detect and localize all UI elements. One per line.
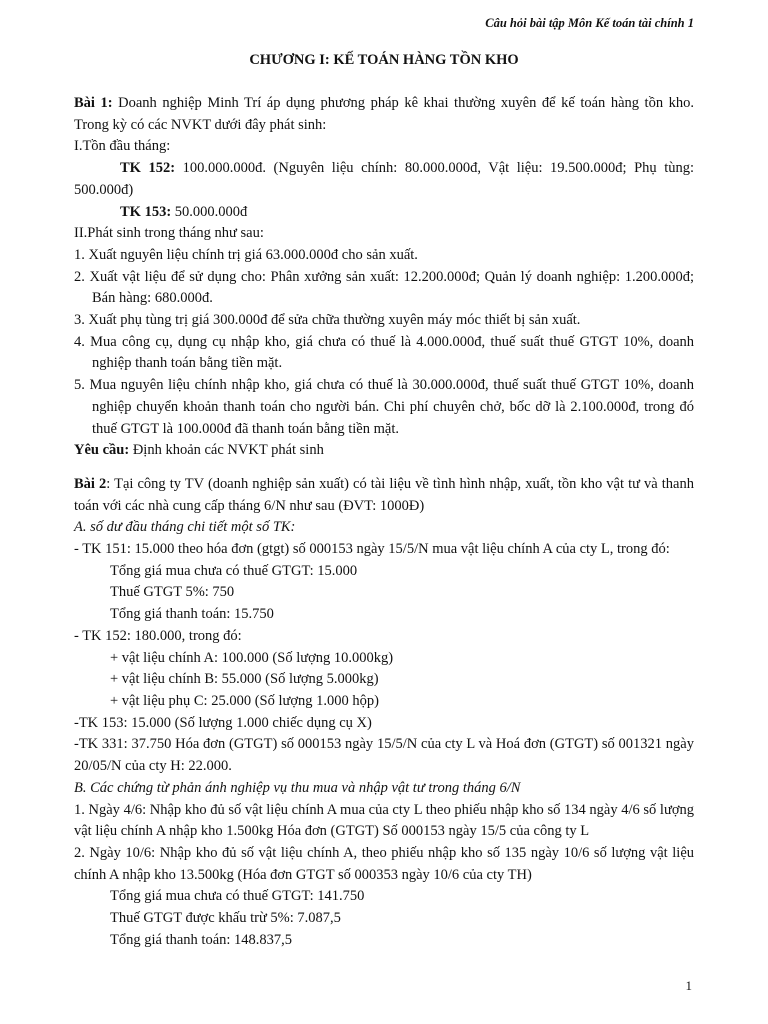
list-item: Tổng giá mua chưa có thuế GTGT: 15.000 xyxy=(110,562,358,579)
bai1-label: Bài 1: xyxy=(74,95,113,111)
bai2-tk153: -TK 153: 15.000 (Số lượng 1.000 chiếc dụng cụ X) xyxy=(74,714,372,731)
running-header: Câu hỏi bài tập Môn Kế toán tài chính 1 xyxy=(485,16,694,30)
list-item: Thuế GTGT 5%: 750 xyxy=(110,584,235,601)
bai2-tk151: - TK 151: 15.000 theo hóa đơn (gtgt) số 000153 ngày 15/5/N mua vật liệu chính A của cty L, trong đó: xyxy=(74,541,670,558)
list-item: Tổng giá mua chưa có thuế GTGT: 141.750 xyxy=(110,888,365,905)
list-item: Tổng giá thanh toán: 15.750 xyxy=(110,606,274,623)
bai2-tk152: - TK 152: 180.000, trong đó: xyxy=(74,627,242,644)
chapter-title: CHƯƠNG I: KẾ TOÁN HÀNG TỒN KHO xyxy=(249,52,519,68)
bai1-tk152: TK 152: 100.000.000đ. (Nguyên liệu chính: 80.000.000đ, Vật liệu: 19.500.000đ; Phụ tùng: 500.000đ) xyxy=(74,160,695,198)
bai2-tk331: -TK 331: 37.750 Hóa đơn (GTGT) số 000153 ngày 15/5/N của cty L và Hoá đơn (GTGT) số 001321 ngày 20/05/N của cty H: 22.000. xyxy=(74,736,694,775)
bai1-section1: I.Tồn đầu tháng: xyxy=(74,138,171,155)
list-item: 1. Xuất nguyên liệu chính trị giá 63.000.000đ cho sản xuất. xyxy=(74,246,418,263)
list-item: 2. Xuất vật liệu để sử dụng cho: Phân xưởng sản xuất: 12.200.000đ; Quản lý doanh nghiệp: 1.200.000đ; Bán hàng: 680.000đ. xyxy=(74,268,694,307)
bai1-section2: II.Phát sinh trong tháng như sau: xyxy=(74,225,264,242)
list-item: Tổng giá thanh toán: 148.837,5 xyxy=(110,931,293,948)
list-item: 3. Xuất phụ tùng trị giá 300.000đ để sửa chữa thường xuyên máy móc thiết bị sản xuất. xyxy=(74,312,581,329)
list-item: 2. Ngày 10/6: Nhập kho đủ số vật liệu chính A, theo phiếu nhập kho số 135 ngày 10/6 số lượng vật liệu chính A nhập kho 13.500kg (Hóa đơn GTGT số 000353 ngày 10/6 của cty TH) xyxy=(74,844,694,883)
list-item: 4. Mua công cụ, dụng cụ nhập kho, giá chưa có thuế là 4.000.000đ, thuế suất thuế GTGT 10%, doanh nghiệp thanh toán bằng tiền mặt. xyxy=(74,333,694,372)
list-item: + vật liệu chính B: 55.000 (Số lượng 5.000kg) xyxy=(110,671,379,688)
list-item: + vật liệu chính A: 100.000 (Số lượng 10.000kg) xyxy=(110,649,394,666)
page-number: 1 xyxy=(685,978,692,993)
bai2-intro: Bài 2: Tại công ty TV (doanh nghiệp sản xuất) có tài liệu về tình hình nhập, xuất, tồn kho vật tư và thanh toán với các nhà cung cấp tháng 6/N như sau (ĐVT: 1000Đ) xyxy=(74,475,694,514)
bai2-section-b: B. Các chứng từ phản ánh nghiệp vụ thu mua và nhập vật tư trong tháng 6/N xyxy=(74,779,521,796)
list-item: Thuế GTGT được khấu trừ 5%: 7.087,5 xyxy=(110,910,341,927)
bai1-tk153: TK 153: 50.000.000đ xyxy=(120,203,248,220)
bai1-intro: Bài 1: Doanh nghiệp Minh Trí áp dụng phương pháp kê khai thường xuyên để kế toán hàng tồn kho. Trong kỳ có các NVKT dưới đây phát sinh: xyxy=(74,95,695,133)
list-item: 5. Mua nguyên liệu chính nhập kho, giá chưa có thuế là 30.000.000đ, thuế suất thuế GTGT 10%, doanh nghiệp chuyển khoản thanh toán cho người bán. Chi phí chuyên chở, bốc dỡ là 2.100.000đ, trong đó thuế GTGT là 100.000đ đã thanh toán bằng tiền mặt. xyxy=(74,377,694,437)
bai2-section-a: A. số dư đầu tháng chi tiết một số TK: xyxy=(74,519,296,536)
list-item: 1. Ngày 4/6: Nhập kho đủ số vật liệu chính A mua của cty L theo phiếu nhập kho số 134 ngày 4/6 số lượng vật liệu chính A nhập kho 1.500kg Hóa đơn (GTGT) Số 000153 ngày 15/5 của công ty L xyxy=(74,801,694,840)
document-body xyxy=(74,93,694,951)
bai1-requirement: Yêu cầu: Định khoản các NVKT phát sinh xyxy=(74,442,324,459)
bai2-label: Bài 2 xyxy=(74,475,107,492)
list-item: + vật liệu phụ C: 25.000 (Số lượng 1.000 hộp) xyxy=(110,692,379,709)
